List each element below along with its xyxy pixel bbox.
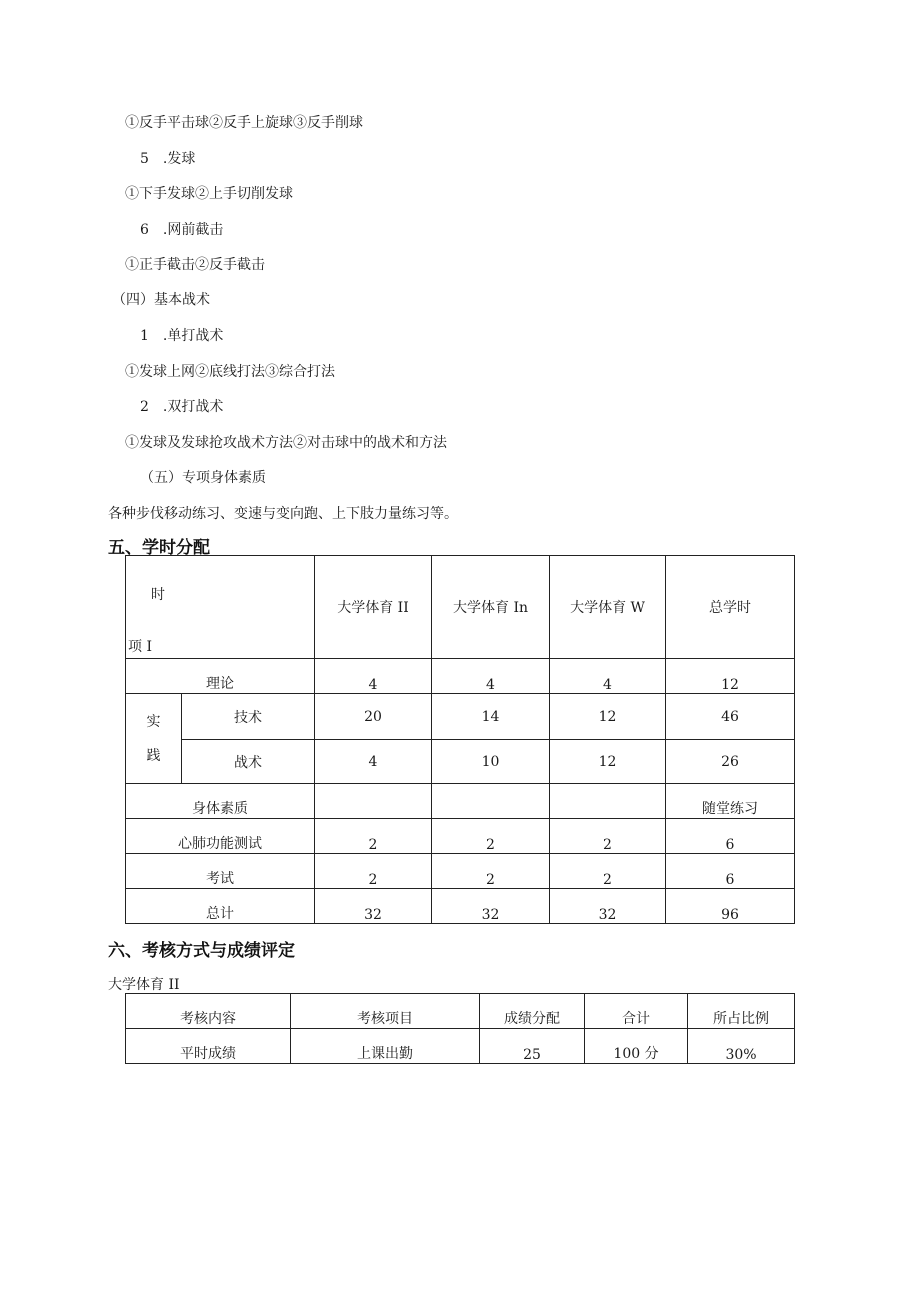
table-cell: 46 bbox=[666, 694, 795, 740]
table-cell: 25 bbox=[480, 1029, 585, 1064]
table-cell: 30% bbox=[688, 1029, 795, 1064]
table-cell: 2 bbox=[432, 854, 550, 889]
table-cell: 随堂练习 bbox=[666, 784, 795, 819]
section-title-hours: 五、学时分配 bbox=[108, 538, 210, 558]
table-cell: 20 bbox=[315, 694, 432, 740]
table-cell: 12 bbox=[550, 694, 666, 740]
table-row bbox=[126, 889, 795, 924]
column-header: 成绩分配 bbox=[480, 994, 585, 1029]
column-header: 大学体育 In bbox=[432, 556, 550, 659]
table-cell: 4 bbox=[315, 740, 432, 784]
table-header-row bbox=[126, 994, 795, 1029]
row-label: 心肺功能测试 bbox=[126, 819, 315, 854]
table-cell: 100 分 bbox=[585, 1029, 688, 1064]
table-row bbox=[126, 694, 795, 740]
row-label: 身体素质 bbox=[126, 784, 315, 819]
table-cell bbox=[315, 784, 432, 819]
assessment-subtitle: 大学体育 II bbox=[108, 977, 180, 993]
table-cell: 4 bbox=[432, 659, 550, 694]
text-line-singles-heading: 1 .单打战术 bbox=[140, 328, 224, 344]
header-xiang: 项 I bbox=[128, 639, 152, 655]
assessment-table bbox=[125, 993, 795, 1064]
row-label: 总计 bbox=[126, 889, 315, 924]
table-cell: 32 bbox=[432, 889, 550, 924]
header-shi: 时 bbox=[151, 587, 165, 603]
text-line-backhand: ①反手平击球②反手上旋球③反手削球 bbox=[125, 115, 363, 131]
text-line-doubles-items: ①发球及发球抢攻战术方法②对击球中的战术和方法 bbox=[125, 435, 447, 451]
text-line-serve-items: ①下手发球②上手切削发球 bbox=[125, 186, 293, 202]
table-cell: 4 bbox=[550, 659, 666, 694]
text-line-physical-items: 各种步伐移动练习、变速与变向跑、上下肢力量练习等。 bbox=[108, 506, 458, 522]
table-row bbox=[126, 740, 795, 784]
table-cell: 10 bbox=[432, 740, 550, 784]
row-group-practice bbox=[126, 694, 182, 784]
header-corner-cell bbox=[126, 556, 315, 659]
row-group-char: 践 bbox=[146, 747, 161, 764]
text-line-doubles-heading: 2 .双打战术 bbox=[140, 399, 224, 415]
table-cell: 2 bbox=[432, 819, 550, 854]
text-line-singles-items: ①发球上网②底线打法③综合打法 bbox=[125, 364, 335, 380]
column-header: 考核项目 bbox=[291, 994, 480, 1029]
table-cell: 上课出勤 bbox=[291, 1029, 480, 1064]
table-cell: 6 bbox=[666, 819, 795, 854]
table-cell: 26 bbox=[666, 740, 795, 784]
table-cell: 4 bbox=[315, 659, 432, 694]
row-group-char: 实 bbox=[146, 713, 161, 730]
table-row bbox=[126, 659, 795, 694]
row-label: 考试 bbox=[126, 854, 315, 889]
table-row bbox=[126, 1029, 795, 1064]
hours-table bbox=[125, 555, 795, 924]
table-row bbox=[126, 819, 795, 854]
table-cell: 32 bbox=[315, 889, 432, 924]
column-header: 大学体育 II bbox=[315, 556, 432, 659]
row-label: 战术 bbox=[182, 740, 315, 784]
text-line-serve-heading: 5 .发球 bbox=[140, 151, 196, 167]
table-cell: 12 bbox=[550, 740, 666, 784]
column-header: 所占比例 bbox=[688, 994, 795, 1029]
table-cell bbox=[550, 784, 666, 819]
text-line-physical-heading: （五）专项身体素质 bbox=[140, 470, 266, 486]
table-header-row bbox=[126, 556, 795, 659]
column-header: 考核内容 bbox=[126, 994, 291, 1029]
table-cell: 2 bbox=[550, 819, 666, 854]
column-header: 大学体育 W bbox=[550, 556, 666, 659]
table-cell bbox=[432, 784, 550, 819]
table-row bbox=[126, 854, 795, 889]
table-row bbox=[126, 784, 795, 819]
row-label: 技术 bbox=[182, 694, 315, 740]
table-cell: 32 bbox=[550, 889, 666, 924]
table-cell: 2 bbox=[315, 819, 432, 854]
table-cell: 2 bbox=[550, 854, 666, 889]
table-cell: 6 bbox=[666, 854, 795, 889]
section-title-assessment: 六、考核方式与成绩评定 bbox=[108, 941, 295, 961]
column-header: 总学时 bbox=[666, 556, 795, 659]
text-line-volley-heading: 6 .网前截击 bbox=[140, 222, 224, 238]
table-cell: 12 bbox=[666, 659, 795, 694]
column-header: 合计 bbox=[585, 994, 688, 1029]
text-line-volley-items: ①正手截击②反手截击 bbox=[125, 257, 265, 273]
row-label: 理论 bbox=[126, 659, 315, 694]
table-cell: 14 bbox=[432, 694, 550, 740]
table-cell: 96 bbox=[666, 889, 795, 924]
text-line-basic-tactics: （四）基本战术 bbox=[112, 292, 210, 308]
table-cell: 2 bbox=[315, 854, 432, 889]
table-cell: 平时成绩 bbox=[126, 1029, 291, 1064]
